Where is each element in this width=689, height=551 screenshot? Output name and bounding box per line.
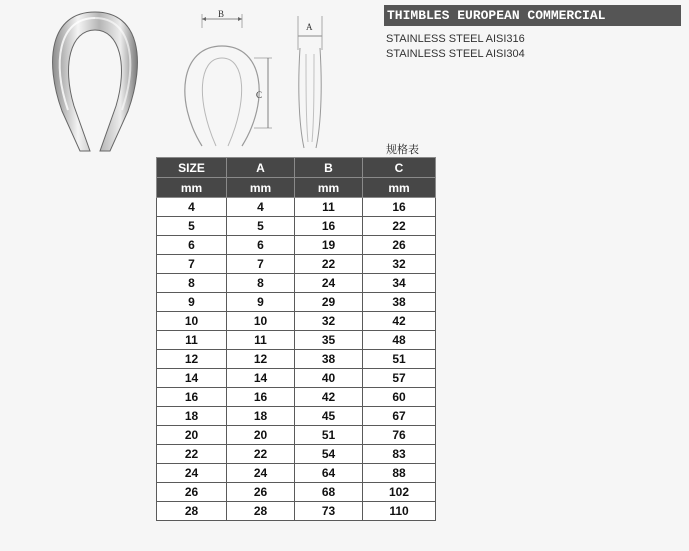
cell-size: 11 [157,331,227,350]
cell-b: 45 [295,407,363,426]
cell-size: 5 [157,217,227,236]
cell-c: 42 [363,312,436,331]
cell-a: 8 [227,274,295,293]
dimension-b-label: B [218,9,225,19]
table-row [157,236,436,255]
cell-a: 16 [227,388,295,407]
cell-c: 67 [363,407,436,426]
cell-size: 4 [157,198,227,217]
cell-b: 68 [295,483,363,502]
cell-c: 34 [363,274,436,293]
spec-table [156,157,436,521]
cell-b: 16 [295,217,363,236]
table-row [157,483,436,502]
dimension-c-label: C [256,90,263,100]
header-row [157,158,436,178]
cell-size: 16 [157,388,227,407]
cell-b: 40 [295,369,363,388]
table-row [157,274,436,293]
cell-b: 32 [295,312,363,331]
unit-c: mm [363,178,436,198]
cell-c: 51 [363,350,436,369]
cell-b: 64 [295,464,363,483]
cell-size: 26 [157,483,227,502]
cell-c: 88 [363,464,436,483]
cell-size: 22 [157,445,227,464]
cell-c: 76 [363,426,436,445]
cell-a: 20 [227,426,295,445]
cell-b: 51 [295,426,363,445]
unit-row [157,178,436,198]
cell-c: 83 [363,445,436,464]
cell-b: 22 [295,255,363,274]
column-header-a: A [227,158,295,178]
cell-c: 57 [363,369,436,388]
cell-b: 29 [295,293,363,312]
table-row [157,464,436,483]
table-row [157,407,436,426]
cell-b: 35 [295,331,363,350]
cell-size: 7 [157,255,227,274]
cell-c: 38 [363,293,436,312]
table-row [157,198,436,217]
cell-size: 20 [157,426,227,445]
cell-c: 16 [363,198,436,217]
table-row [157,312,436,331]
cell-a: 12 [227,350,295,369]
cell-a: 9 [227,293,295,312]
cell-c: 26 [363,236,436,255]
cell-a: 18 [227,407,295,426]
cell-a: 5 [227,217,295,236]
cell-b: 42 [295,388,363,407]
table-row [157,217,436,236]
table-row [157,255,436,274]
cell-size: 8 [157,274,227,293]
table-row [157,388,436,407]
cell-size: 10 [157,312,227,331]
unit-a: mm [227,178,295,198]
unit-b: mm [295,178,363,198]
cell-a: 26 [227,483,295,502]
cell-b: 11 [295,198,363,217]
cell-c: 22 [363,217,436,236]
cell-a: 24 [227,464,295,483]
cell-size: 9 [157,293,227,312]
cell-a: 7 [227,255,295,274]
thimble-photo [40,6,150,156]
column-header-b: B [295,158,363,178]
cell-size: 6 [157,236,227,255]
product-title: THIMBLES EUROPEAN COMMERCIAL [384,5,681,26]
cell-size: 24 [157,464,227,483]
table-row [157,331,436,350]
table-row [157,350,436,369]
dimension-a-label: A [306,22,313,32]
cell-size: 28 [157,502,227,521]
side-view-drawing [290,10,340,160]
cell-a: 11 [227,331,295,350]
cell-a: 10 [227,312,295,331]
column-header-size: SIZE [157,158,227,178]
cell-b: 38 [295,350,363,369]
table-row [157,445,436,464]
cell-c: 32 [363,255,436,274]
cell-a: 22 [227,445,295,464]
cell-b: 24 [295,274,363,293]
unit-size: mm [157,178,227,198]
material-line-316: STAINLESS STEEL AISI316 [386,33,525,45]
cell-b: 54 [295,445,363,464]
table-row [157,293,436,312]
table-row [157,426,436,445]
column-header-c: C [363,158,436,178]
material-line-304: STAINLESS STEEL AISI304 [386,48,525,60]
cell-size: 18 [157,407,227,426]
cell-b: 73 [295,502,363,521]
cell-size: 12 [157,350,227,369]
cell-size: 14 [157,369,227,388]
table-row [157,369,436,388]
cell-a: 6 [227,236,295,255]
cell-c: 60 [363,388,436,407]
table-caption: 规格表 [386,144,419,156]
table-row [157,502,436,521]
cell-c: 48 [363,331,436,350]
cell-a: 28 [227,502,295,521]
front-view-drawing [172,6,272,156]
cell-b: 19 [295,236,363,255]
cell-a: 4 [227,198,295,217]
cell-c: 110 [363,502,436,521]
cell-c: 102 [363,483,436,502]
cell-a: 14 [227,369,295,388]
